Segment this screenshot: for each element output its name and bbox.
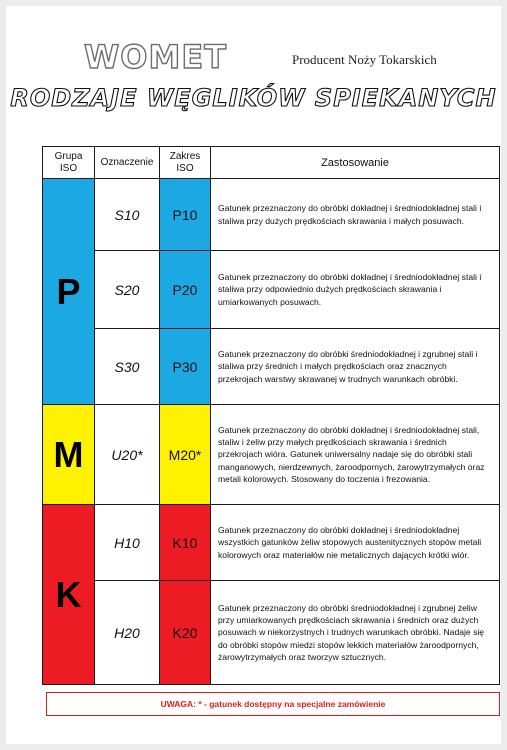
table-row (42, 328, 500, 405)
group-letter: P (56, 270, 81, 312)
iso-range-cell: P20 (159, 250, 211, 329)
header-zakres-iso (159, 146, 211, 179)
application-cell: Gatunek przeznaczony do obróbki średniodokładnej i zgrubnej stali i staliwa przy średnich i małych prędkościach oraz znacznych przekrojach warstwy skrawanej w trudnych warunkach obróbki. (210, 328, 500, 405)
designation-cell: H10 (94, 504, 160, 581)
application-cell: Gatunek przeznaczony do obróbki dokładnej i średniodokładnej wszystkich gatunków żeliw stopowych austenitycznych stopów metali kolorowych oraz materiałów nie metalicznych dających krótki wiór. (210, 504, 500, 581)
designation-cell: U20* (94, 404, 160, 505)
group-letter: M (53, 433, 84, 475)
company-logo: WOMET (84, 38, 228, 76)
designation-cell: S30 (94, 328, 160, 405)
iso-range-cell: K20 (159, 580, 211, 685)
header-grupa-iso (42, 146, 95, 179)
iso-range-cell: M20* (159, 404, 211, 505)
table-row (42, 580, 500, 685)
table-row (42, 404, 500, 505)
table-header-row (42, 146, 500, 179)
special-order-note: UWAGA: * - gatunek dostępny na specjalne zamówienie (46, 692, 500, 716)
table-row (42, 250, 500, 329)
application-cell: Gatunek przeznaczony do obróbki dokładnej i średniodokładnej stali, staliw i żeliw przy małych prędkościach skrawania i średnich przekrojach wióra. Gatunek uniwersalny nadaje się do obróbki stali manganowych, nierdzewnych, żaroodpornych, żarowytrzymałych oraz metali kolorowych. Stosowany do toczenia i frezowania. (210, 404, 500, 505)
designation-cell: S20 (94, 250, 160, 329)
application-cell: Gatunek przeznaczony do obróbki dokładnej i średniodokładnej stali i staliwa przy dużych prędkościach skrawania i małych posuwach. (210, 178, 500, 251)
header-zastosowanie: Zastosowanie (210, 146, 500, 179)
catalog-page (6, 6, 501, 744)
page-title: RODZAJE WĘGLIKÓW SPIEKANYCH (10, 84, 497, 112)
designation-cell: S10 (94, 178, 160, 251)
table-row (42, 178, 500, 251)
header-zakres-label: Zakres (169, 150, 201, 162)
iso-range-cell: P10 (159, 178, 211, 251)
group-letter: K (55, 573, 82, 615)
header-oznaczenie: Oznaczenie (94, 146, 160, 179)
application-cell: Gatunek przeznaczony do obróbki średniodokładnej i zgrubnej żeliw przy umiarkowanych prędkościach skrawania i średnich oraz dużych posuwach w niekorzystnych i trudnych warunkach obróbki. Nadaje się do obróbki stopów miedzi stopów lekkich materiałów żaroodpornych, żarowytrzymałych oraz tworzyw sztucznych. (210, 580, 500, 685)
header-grupa-iso-label: ISO (59, 162, 78, 174)
header-grupa-label: Grupa (54, 150, 83, 162)
iso-range-cell: P30 (159, 328, 211, 405)
iso-range-cell: K10 (159, 504, 211, 581)
producer-tagline: Producent Noży Tokarskich (292, 52, 437, 67)
header-zakres-iso-label: ISO (176, 162, 194, 174)
designation-cell: H20 (94, 580, 160, 685)
application-cell: Gatunek przeznaczony do obróbki dokładnej i średniodokładnej stali i staliwa przy odpowiednio dużych prędkościach skrawania i umiarkowanych posuwach. (210, 250, 500, 329)
table-row (42, 504, 500, 581)
